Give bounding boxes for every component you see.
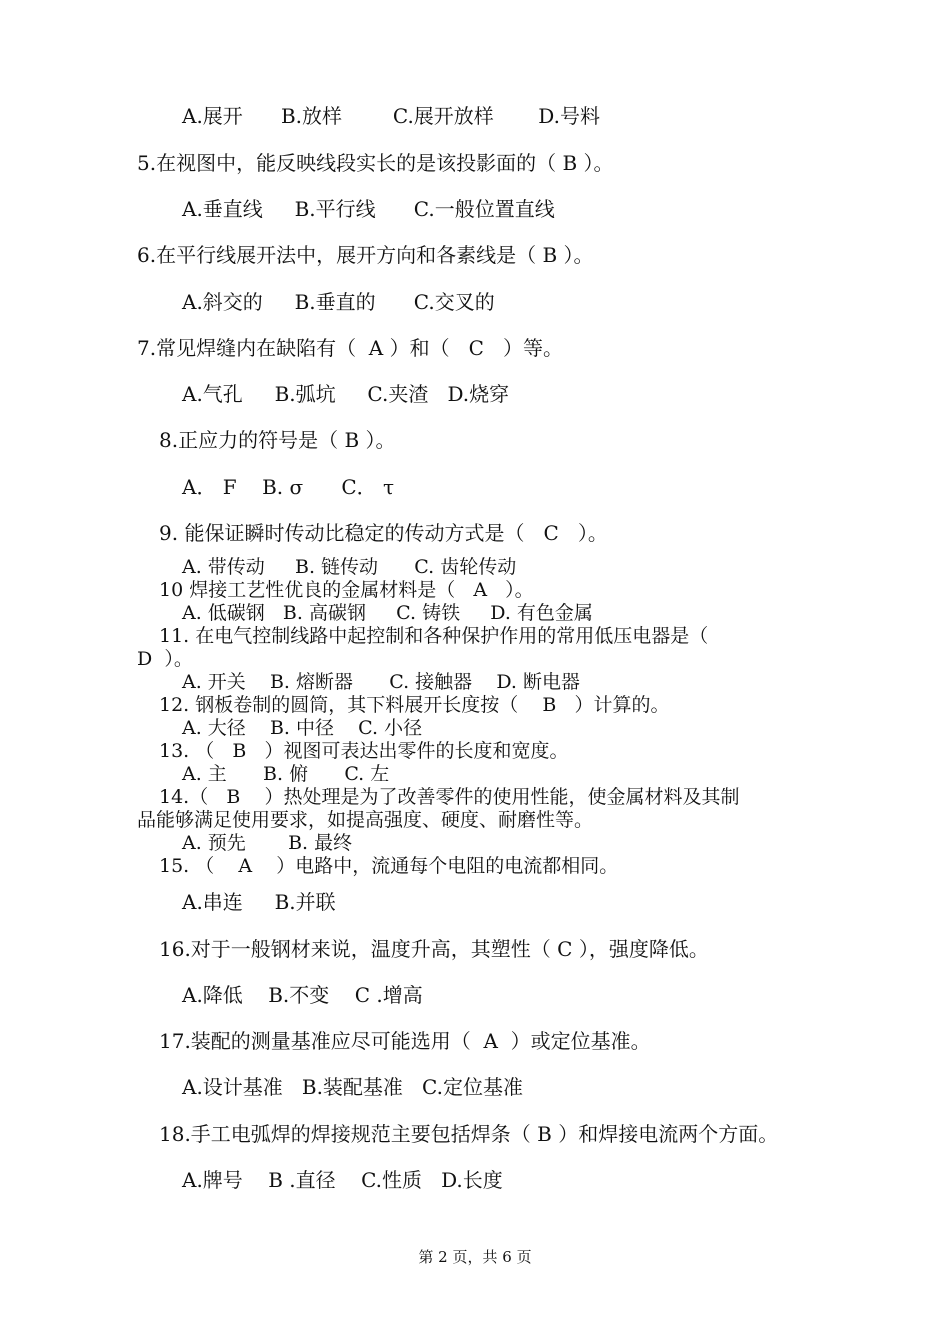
q11-options: A. 开关 B. 熔断器 C. 接触器 D. 断电器: [182, 671, 580, 693]
q11-question-line2: D ）。: [137, 648, 193, 670]
q16-options: A.降低 B.不变 C .增高: [182, 983, 423, 1007]
q5-question: 5.在视图中，能反映线段实长的是该投影面的（ B ）。: [137, 151, 614, 175]
q9-question: 9. 能保证瞬时传动比稳定的传动方式是（ C ）。: [159, 521, 608, 545]
q13-question: 13. （ B ）视图可表达出零件的长度和宽度。: [159, 740, 569, 762]
q14-question-line2: 品能够满足使用要求，如提高强度、硬度、耐磨性等。: [137, 809, 594, 831]
q16-question: 16.对于一般钢材来说，温度升高，其塑性（ C ），强度降低。: [159, 937, 709, 961]
q17-question: 17.装配的测量基准应尽可能选用（ A ）或定位基准。: [159, 1029, 651, 1053]
q6-options: A.斜交的 B.垂直的 C.交叉的: [182, 290, 495, 314]
q8-question: 8.正应力的符号是（ B ）。: [159, 428, 396, 452]
page-footer: 第 2 页，共 6 页: [418, 1248, 532, 1266]
q11-question-line1: 11. 在电气控制线路中起控制和各种保护作用的常用低压电器是（: [159, 625, 709, 647]
q5-options: A.垂直线 B.平行线 C.一般位置直线: [182, 197, 555, 221]
q12-question: 12. 钢板卷制的圆筒，其下料展开长度按（ B ）计算的。: [159, 694, 670, 716]
q7-options: A.气孔 B.弧坑 C.夹渣 D.烧穿: [182, 382, 510, 406]
q7-question: 7.常见焊缝内在缺陷有（ A ）和（ C ）等。: [137, 336, 564, 360]
q18-options: A.牌号 B .直径 C.性质 D.长度: [182, 1168, 503, 1192]
q17-options: A.设计基准 B.装配基准 C.定位基准: [182, 1075, 523, 1099]
q4-options: A.展开 B.放样 C.展开放样 D.号料: [182, 104, 600, 128]
q6-question: 6.在平行线展开法中，展开方向和各素线是（ B ）。: [137, 243, 594, 267]
q14-question-line1: 14.（ B ）热处理是为了改善零件的使用性能，使金属材料及其制: [159, 786, 740, 808]
q13-options: A. 主 B. 俯 C. 左: [182, 763, 390, 785]
q12-options: A. 大径 B. 中径 C. 小径: [182, 717, 423, 739]
q14-options: A. 预先 B. 最终: [182, 832, 353, 854]
q8-options: A． F B. σ C． τ: [182, 475, 395, 499]
q9-options: A. 带传动 B. 链传动 C. 齿轮传动: [182, 556, 517, 578]
q10-options: A. 低碳钢 B. 高碳钢 C. 铸铁 D. 有色金属: [182, 602, 593, 624]
q10-question: 10 焊接工艺性优良的金属材料是（ A ）。: [159, 579, 534, 601]
q15-options: A.串连 B.并联: [182, 890, 336, 914]
q15-question: 15. （ A ）电路中，流通每个电阻的电流都相同。: [159, 855, 619, 877]
q18-question: 18.手工电弧焊的焊接规范主要包括焊条（ B ）和焊接电流两个方面。: [159, 1122, 779, 1146]
